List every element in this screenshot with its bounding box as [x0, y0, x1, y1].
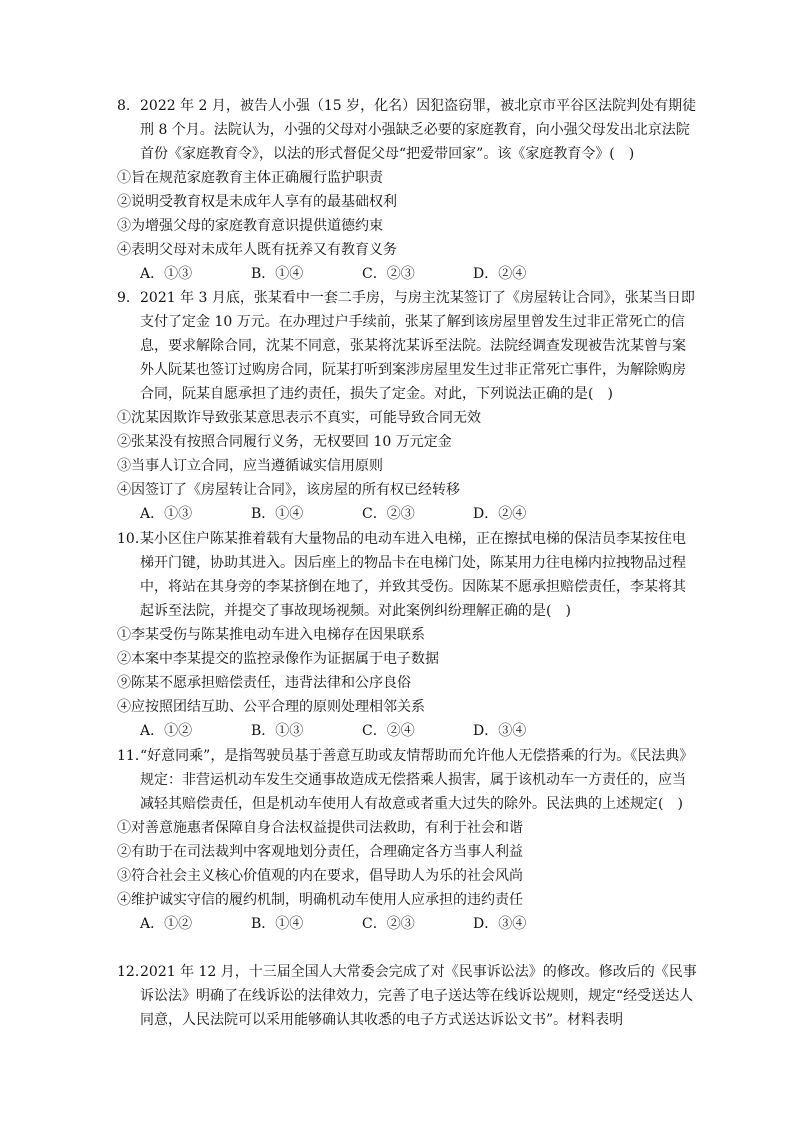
question-stem	[117, 527, 697, 623]
question-number: 9．	[117, 290, 140, 306]
choice-a[interactable]: A．①②	[140, 723, 193, 739]
question-number: 10．	[117, 531, 149, 547]
choice-d[interactable]: D．③④	[473, 916, 527, 932]
choice-a[interactable]: A．①③	[140, 506, 193, 522]
statement-3: ③当事人订立合同，应当遵循诚实信用原则	[117, 458, 383, 474]
statement-1: ①对善意施惠者保障自身合法权益提供司法救助，有利于社会和谐	[117, 820, 523, 836]
choice-c[interactable]: C．②③	[362, 266, 415, 282]
statement-1: ①李某受伤与陈某推电动车进入电梯存在因果联系	[117, 627, 425, 643]
statement-3: ③为增强父母的家庭教育意识提供道德约束	[117, 218, 383, 234]
answer-choices	[117, 912, 697, 936]
statement-3: ③符合社会主义核心价值观的内在要求，倡导助人为乐的社会风尚	[117, 868, 523, 884]
question-text: 2022 年 2 月，被告人小强（15 岁，化名）因犯盗窃罪，被北京市平谷区法院判处有期徒刑 8 个月。法院认为，小强的父母对小强缺乏必要的家庭教育，向小强父母发出北京法院首份《家庭教育令》，以法的形式督促父母“把爱带回家”。该《家庭教育令》( )	[140, 98, 697, 162]
question-number: 8.	[117, 98, 131, 114]
statement-2: ②本案中李某提交的监控录像作为证据属于电子数据	[117, 651, 439, 667]
choice-a[interactable]: A．①②	[140, 916, 193, 932]
choice-d[interactable]: D．②④	[473, 266, 527, 282]
choice-c[interactable]: C．②④	[362, 723, 415, 739]
question-11	[117, 744, 697, 936]
answer-choices	[117, 262, 697, 286]
question-text: 某小区住户陈某推着载有大量物品的电动车进入电梯，正在擦拭电梯的保洁员李某按住电梯开门键，协助其进入。因后座上的物品卡在电梯门处，陈某用力往电梯内拉拽物品过程中，将站在其身旁的李某挤倒在地了，并致其受伤。因陈某不愿承担赔偿责任，李某将其起诉至法院，并提交了事故现场视频。对此案例纠纷理解正确的是( )	[140, 531, 686, 619]
question-stem	[117, 744, 697, 816]
statement-list	[117, 406, 697, 502]
statement-2: ②张某没有按照合同履行义务，无权要回 10 万元定金	[117, 434, 452, 450]
question-text: “好意同乘”，是指驾驶员基于善意互助或友情帮助而允许他人无偿搭乘的行为。《民法典》规定：非营运机动车发生交通事故造成无偿搭乘人损害，属于该机动车一方责任的，应当减轻其赔偿责任，但是机动车使用人有故意或者重大过失的除外。民法典的上述规定( )	[140, 748, 694, 812]
question-text: 2021 年 12 月，十三届全国人大常委会完成了对《民事诉讼法》的修改。修改后的《民事诉讼法》明确了在线诉讼的法律效力，完善了电子送达等在线诉讼规则，规定“经受送达人同意，人民法院可以采用能够确认其收悉的电子方式送达诉讼文书”。材料表明	[140, 964, 697, 1028]
question-8	[117, 94, 697, 286]
question-12	[117, 960, 697, 1032]
statement-1: ①沈某因欺诈导致张某意思表示不真实，可能导致合同无效	[117, 410, 481, 426]
question-10	[117, 527, 697, 743]
question-stem	[117, 286, 697, 406]
choice-b[interactable]: B．①④	[251, 506, 304, 522]
choice-b[interactable]: B．①④	[251, 916, 304, 932]
statement-4: ④应按照团结互助、公平合理的原则处理相邻关系	[117, 699, 425, 715]
statement-4: ④表明父母对未成年人既有抚养又有教育义务	[117, 242, 397, 258]
choice-c[interactable]: C．②③	[362, 916, 415, 932]
statement-list	[117, 816, 697, 912]
choice-b[interactable]: B．①③	[251, 723, 304, 739]
question-stem	[117, 94, 697, 166]
choice-b[interactable]: B．①④	[251, 266, 304, 282]
statement-4: ④维护诚实守信的履约机制，明确机动车使用人应承担的违约责任	[117, 892, 523, 908]
question-text: 2021 年 3 月底，张某看中一套二手房，与房主沈某签订了《房屋转让合同》，张某当日即支付了定金 10 万元。在办理过户手续前，张某了解到该房屋里曾发生过非正常死亡的信息，要求解除合同，沈某不同意，张某将沈某诉至法院。法院经调查发现被告沈某曾与案外人阮某也签订过购房合同，阮某打听到案涉房屋里发生过非正常死亡事件，为解除购房合同，阮某自愿承担了违约责任，损失了定金。对此，下列说法正确的是( )	[140, 290, 695, 402]
question-number: 12．	[117, 964, 149, 980]
statement-3: ⑨陈某不愿承担赔偿责任，违背法律和公序良俗	[117, 675, 411, 691]
statement-2: ②说明受教育权是未成年人享有的最基础权利	[117, 194, 397, 210]
choice-d[interactable]: D．②④	[473, 506, 527, 522]
answer-choices	[117, 719, 697, 743]
statement-4: ④因签订了《房屋转让合同》，该房屋的所有权已经转移	[117, 482, 460, 498]
choice-c[interactable]: C．②③	[362, 506, 415, 522]
statement-1: ①旨在规范家庭教育主体正确履行监护职责	[117, 170, 383, 186]
choice-d[interactable]: D．③④	[473, 723, 527, 739]
choice-a[interactable]: A．①③	[140, 266, 193, 282]
statement-list	[117, 623, 697, 719]
question-number: 11．	[117, 748, 149, 764]
answer-choices	[117, 502, 697, 526]
statement-2: ②有助于在司法裁判中客观地划分责任，合理确定各方当事人利益	[117, 844, 523, 860]
question-9	[117, 286, 697, 526]
statement-list	[117, 166, 697, 262]
question-stem	[117, 960, 697, 1032]
